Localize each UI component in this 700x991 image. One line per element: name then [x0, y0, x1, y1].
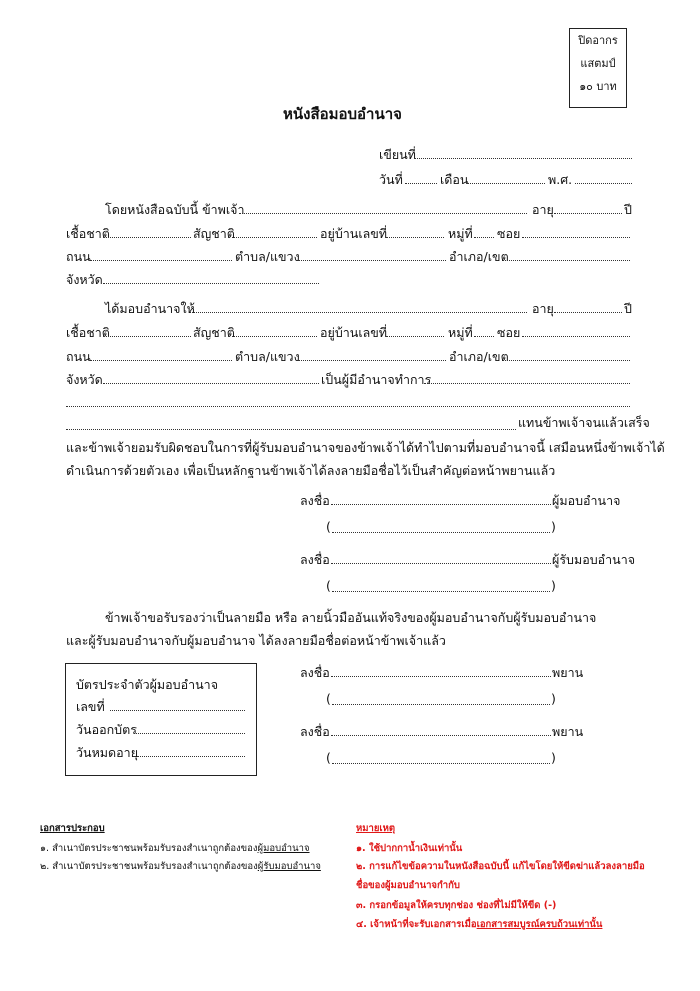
grantee-nationality-label: สัญชาติ [193, 325, 235, 340]
written-at-label: เขียนที่ [379, 147, 416, 162]
responsibility-line-1: และข้าพเจ้ายอมรับผิดชอบในการที่ผู้รับมอบอำนาจของข้าพเจ้าได้ทำไปตามที่มอบอำนาจนี้ เสมือนหนึ่งข้าพเจ้าได้ [66, 440, 665, 455]
grantor-soi-label: ซอย [497, 226, 521, 241]
id-expiry-label: วันหมดอายุ [76, 745, 139, 760]
grantor-moo-label: หมู่ที่ [448, 226, 473, 241]
grantee-name-field[interactable] [190, 300, 527, 313]
grantor-intro: โดยหนังสือฉบับนี้ ข้าพเจ้า [105, 202, 245, 217]
grantee-year-unit: ปี [624, 301, 632, 316]
grantee-sign-label: ลงชื่อ [300, 552, 330, 567]
authorized-label: เป็นผู้มีอำนาจทำการ [321, 372, 432, 387]
grantor-subdistrict-field[interactable] [298, 248, 446, 261]
grantee-paren-open: ( [326, 578, 331, 593]
witness1-paren-open: ( [326, 691, 331, 706]
grantor-district-label: อำเภอ/เขต [449, 249, 509, 264]
note-4: ๔. เจ้าหน้าที่จะรับเอกสารเมื่อเอกสารสมบูรณ์ครบถ้วนเท่านั้น [356, 919, 603, 930]
document-item-2: ๒. สำเนาบัตรประชาชนพร้อมรับรองสำเนาถูกต้องของผู้รับมอบอำนาจ [40, 861, 321, 872]
grantee-sign-field[interactable] [331, 551, 551, 564]
grantee-intro: ได้มอบอำนาจให้ [105, 301, 195, 316]
id-card-title: บัตรประจำตัวผู้มอบอำนาจ [76, 677, 219, 692]
stamp-line-2: แสตมป์ [580, 57, 616, 70]
responsibility-line-2: ดำเนินการด้วยตัวเอง เพื่อเป็นหลักฐานข้าพเจ้าได้ลงลายมือชื่อไว้เป็นสำคัญต่อหน้าพยานแล้ว [66, 463, 556, 478]
grantee-moo-label: หมู่ที่ [448, 325, 473, 340]
note-1: ๑. ใช้ปากกาน้ำเงินเท่านั้น [356, 843, 463, 854]
id-number-field[interactable] [110, 698, 245, 711]
grantee-nationality-field[interactable] [232, 324, 317, 337]
grantor-province-label: จังหวัด [66, 272, 103, 287]
grantor-road-label: ถนน [66, 249, 91, 264]
grantee-subdistrict-field[interactable] [298, 348, 446, 361]
notes-heading: หมายเหตุ [356, 823, 396, 834]
grantee-soi-label: ซอย [497, 325, 521, 340]
grantor-race-field[interactable] [106, 225, 191, 238]
year-field[interactable] [575, 171, 632, 184]
grantee-house-field[interactable] [386, 324, 444, 337]
grantee-age-label: อายุ [532, 301, 554, 316]
stamp-line-1: ปิดอากร [578, 34, 618, 47]
note-2-line-1: ๒. การแก้ไขข้อความในหนังสือฉบับนี้ แก้ไขโดยให้ขีดฆ่าแล้วลงลายมือ [356, 861, 645, 872]
document-item-1: ๑. สำเนาบัตรประชาชนพร้อมรับรองสำเนาถูกต้องของผู้มอบอำนาจ [40, 843, 310, 854]
grantee-district-label: อำเภอ/เขต [449, 349, 509, 364]
grantor-moo-field[interactable] [474, 225, 494, 238]
grantee-race-label: เชื้อชาติ [66, 325, 110, 340]
note-3: ๓. กรอกข้อมูลให้ครบทุกช่อง ช่องที่ไม่มีให้ขีด (-) [356, 900, 557, 911]
written-at-field[interactable] [414, 146, 632, 159]
witness2-sign-label: ลงชื่อ [300, 724, 330, 739]
grantor-name-field[interactable] [239, 201, 527, 214]
month-field[interactable] [467, 171, 545, 184]
authorized-field-2[interactable] [66, 394, 630, 407]
grantee-role: ผู้รับมอบอำนาจ [552, 552, 636, 567]
grantee-subdistrict-label: ตำบล/แขวง [235, 349, 300, 364]
witness2-printed-name-field[interactable] [332, 751, 550, 764]
witness2-paren-open: ( [326, 750, 331, 765]
until-done-text: แทนข้าพเจ้าจนแล้วเสร็จ [518, 415, 650, 430]
stamp-line-3: ๑๐ บาท [579, 80, 617, 93]
witness1-sign-field[interactable] [331, 664, 551, 677]
grantor-nationality-label: สัญชาติ [193, 226, 235, 241]
grantor-subdistrict-label: ตำบล/แขวง [235, 249, 300, 264]
stamp-box [569, 28, 627, 108]
id-issued-label: วันออกบัตร [76, 722, 137, 737]
grantor-sign-field[interactable] [331, 492, 551, 505]
date-label: วันที่ [379, 172, 403, 187]
grantor-printed-name-field[interactable] [332, 520, 550, 533]
witness2-sign-field[interactable] [331, 723, 551, 736]
grantee-race-field[interactable] [106, 324, 191, 337]
grantor-house-label: อยู่บ้านเลขที่ [320, 226, 388, 241]
grantee-age-field[interactable] [554, 300, 622, 313]
grantor-nationality-field[interactable] [232, 225, 317, 238]
grantee-district-field[interactable] [503, 348, 630, 361]
grantor-soi-field[interactable] [522, 225, 630, 238]
grantor-province-field[interactable] [103, 271, 319, 284]
documents-heading: เอกสารประกอบ [40, 823, 105, 834]
grantee-road-label: ถนน [66, 349, 91, 364]
grantee-paren-close: ) [551, 578, 556, 593]
certification-line-2: และผู้รับมอบอำนาจกับผู้มอบอำนาจ ได้ลงลายมือชื่อต่อหน้าข้าพเจ้าแล้ว [66, 633, 446, 648]
grantee-province-label: จังหวัด [66, 372, 103, 387]
month-label: เดือน [440, 172, 469, 187]
grantor-road-field[interactable] [90, 248, 232, 261]
authorized-field-3[interactable] [66, 417, 516, 430]
grantor-age-label: อายุ [532, 202, 554, 217]
grantor-race-label: เชื้อชาติ [66, 226, 110, 241]
grantee-soi-field[interactable] [522, 324, 630, 337]
grantor-paren-close: ) [551, 519, 556, 534]
grantee-province-field[interactable] [103, 371, 319, 384]
witness1-printed-name-field[interactable] [332, 692, 550, 705]
witness1-role: พยาน [552, 665, 584, 680]
grantor-role: ผู้มอบอำนาจ [552, 493, 621, 508]
year-label: พ.ศ. [548, 172, 573, 187]
authorized-field-1[interactable] [424, 371, 630, 384]
grantor-paren-open: ( [326, 519, 331, 534]
grantor-sign-label: ลงชื่อ [300, 493, 330, 508]
id-number-label: เลขที่ [76, 699, 105, 714]
grantor-house-field[interactable] [386, 225, 444, 238]
grantee-moo-field[interactable] [474, 324, 494, 337]
witness2-paren-close: ) [551, 750, 556, 765]
grantee-road-field[interactable] [90, 348, 232, 361]
certification-line-1: ข้าพเจ้าขอรับรองว่าเป็นลายมือ หรือ ลายนิ้วมืออันแท้จริงของผู้มอบอำนาจกับผู้รับมอบอำนาจ [105, 610, 597, 625]
date-field[interactable] [405, 171, 437, 184]
witness1-sign-label: ลงชื่อ [300, 665, 330, 680]
id-expiry-field[interactable] [137, 744, 245, 757]
note-2-line-2: ชื่อของผู้มอบอำนาจกำกับ [356, 880, 460, 891]
id-issued-field[interactable] [134, 721, 245, 734]
grantor-district-field[interactable] [503, 248, 630, 261]
grantee-printed-name-field[interactable] [332, 579, 550, 592]
witness1-paren-close: ) [551, 691, 556, 706]
grantor-age-field[interactable] [554, 201, 622, 214]
page-title: หนังสือมอบอำนาจ [283, 105, 402, 123]
grantor-year-unit: ปี [624, 202, 632, 217]
grantee-house-label: อยู่บ้านเลขที่ [320, 325, 388, 340]
witness2-role: พยาน [552, 724, 584, 739]
